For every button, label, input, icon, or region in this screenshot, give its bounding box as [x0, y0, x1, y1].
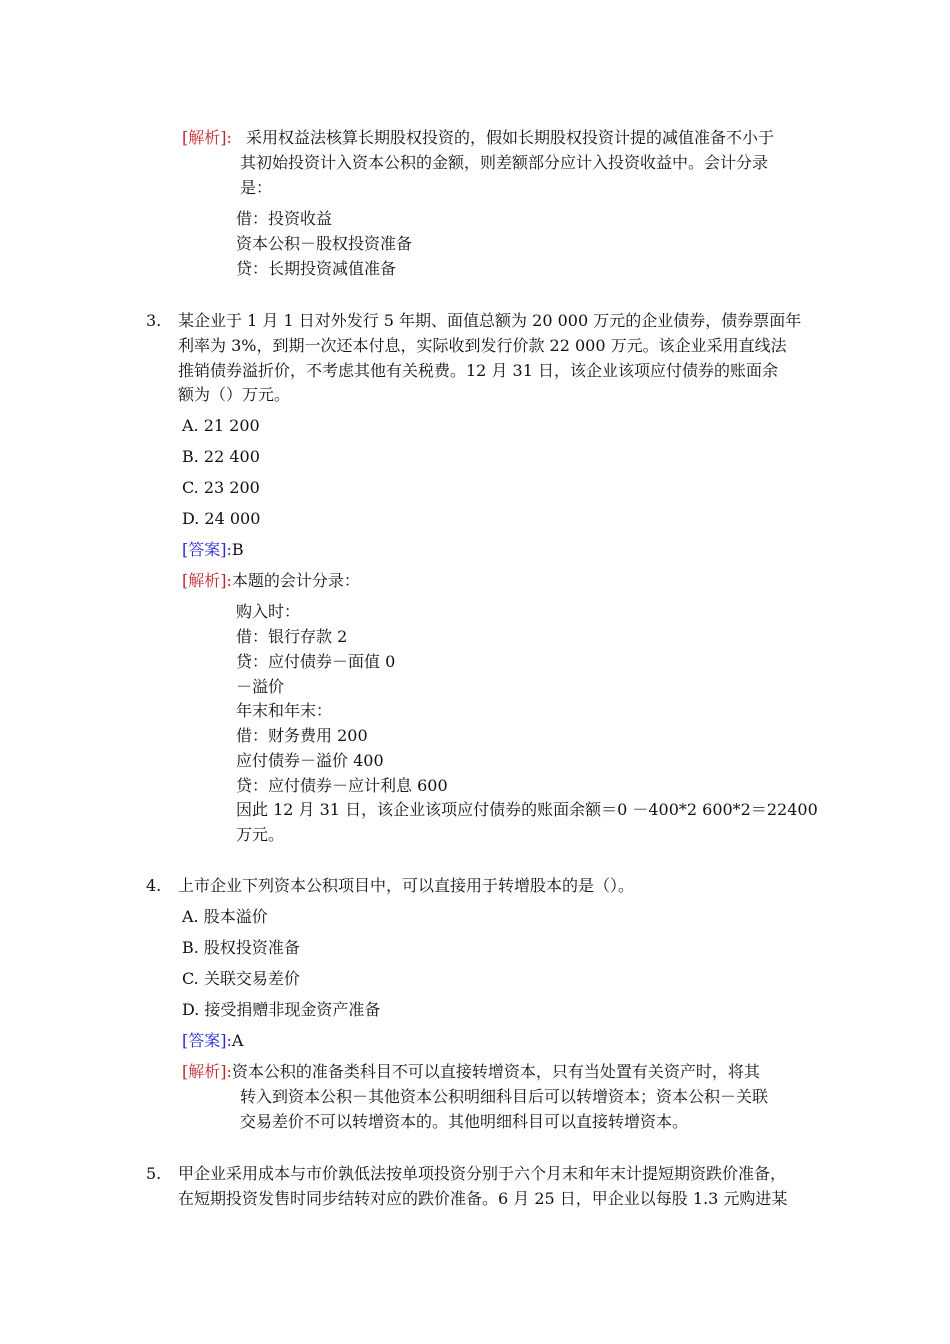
analysis-line: －溢价 — [236, 677, 285, 696]
question-stem-line: 某企业于 1 月 1 日对外发行 5 年期、面值总额为 20 000 万元的企业债券，债券票面年 — [178, 311, 802, 330]
answer-row — [182, 1029, 243, 1053]
journal-entry: 资本公积－股权投资准备 — [236, 234, 413, 253]
answer-value: A — [231, 1031, 244, 1050]
analysis-row — [182, 569, 360, 593]
option-c: C. 关联交易差价 — [182, 969, 300, 988]
option-b: B. 22 400 — [182, 447, 260, 466]
question-number: 4. — [146, 876, 162, 895]
option-a: A. 21 200 — [182, 416, 260, 435]
analysis-line: 转入到资本公积－其他资本公积明细科目后可以转增资本；资本公积－关联 — [240, 1087, 769, 1106]
answer-tag: [答案]: — [182, 1031, 232, 1050]
question-stem-line: 上市企业下列资本公积项目中，可以直接用于转增股本的是（）。 — [178, 876, 635, 895]
answer-row — [182, 538, 244, 562]
analysis-line: 交易差价不可以转增资本的。其他明细科目可以直接转增资本。 — [240, 1112, 689, 1131]
analysis-line: 资本公积的准备类科目不可以直接转增资本，只有当处置有关资产时，将其 — [231, 1062, 760, 1081]
option-b: B. 股权投资准备 — [182, 938, 300, 957]
analysis-line: 贷：应付债券－应计利息 600 — [236, 776, 448, 795]
analysis-line: 购入时： — [236, 602, 301, 621]
journal-entry: 借：投资收益 — [236, 209, 333, 228]
question-stem-line: 在短期投资发售时同步结转对应的跌价准备。6 月 25 日，甲企业以每股 1.3 元购进某 — [178, 1189, 788, 1208]
question-number: 3. — [146, 311, 162, 330]
analysis-line: 因此 12 月 31 日，该企业该项应付债券的账面余额＝0 －400*2 600*2＝22400 — [236, 800, 818, 819]
analysis-line: 年末和年末： — [236, 701, 333, 720]
analysis-line: 借：财务费用 200 — [236, 726, 368, 745]
answer-value: B — [231, 540, 244, 559]
analysis-line: 贷：应付债券－面值 0 — [236, 652, 396, 671]
question-stem-line: 甲企业采用成本与市价孰低法按单项投资分别于六个月末和年末计提短期资跌价准备， — [178, 1164, 787, 1183]
answer-tag: [答案]: — [182, 540, 232, 559]
analysis-line: 万元。 — [236, 825, 285, 844]
analysis-line: 借：银行存款 2 — [236, 627, 348, 646]
analysis-line: 采用权益法核算长期股权投资的，假如长期股权投资计提的减值准备不小于 — [246, 128, 775, 147]
analysis-intro: 本题的会计分录： — [231, 571, 360, 590]
option-a: A. 股本溢价 — [182, 907, 268, 926]
question-stem-line: 利率为 3%，到期一次还本付息，实际收到发行价款 22 000 万元。该企业采用直线法 — [178, 336, 787, 355]
analysis-tag: [解析]: — [182, 1062, 232, 1081]
analysis-tag: [解析]: — [182, 128, 232, 147]
question-stem-line: 推销债券溢折价，不考虑其他有关税费。12 月 31 日，该企业该项应付债券的账面余 — [178, 361, 778, 380]
journal-entry: 贷：长期投资减值准备 — [236, 259, 397, 278]
option-d: D. 接受捐赠非现金资产准备 — [182, 1000, 381, 1019]
question-number: 5. — [146, 1164, 162, 1183]
analysis-line: 应付债券－溢价 400 — [236, 751, 384, 770]
analysis-row — [182, 1060, 760, 1084]
analysis-line: 是： — [240, 178, 273, 197]
analysis-tag: [解析]: — [182, 571, 232, 590]
option-d: D. 24 000 — [182, 509, 261, 528]
option-c: C. 23 200 — [182, 478, 260, 497]
analysis-line: 其初始投资计入资本公积的金额，则差额部分应计入投资收益中。会计分录 — [240, 153, 769, 172]
question-stem-line: 额为（）万元。 — [178, 385, 291, 404]
